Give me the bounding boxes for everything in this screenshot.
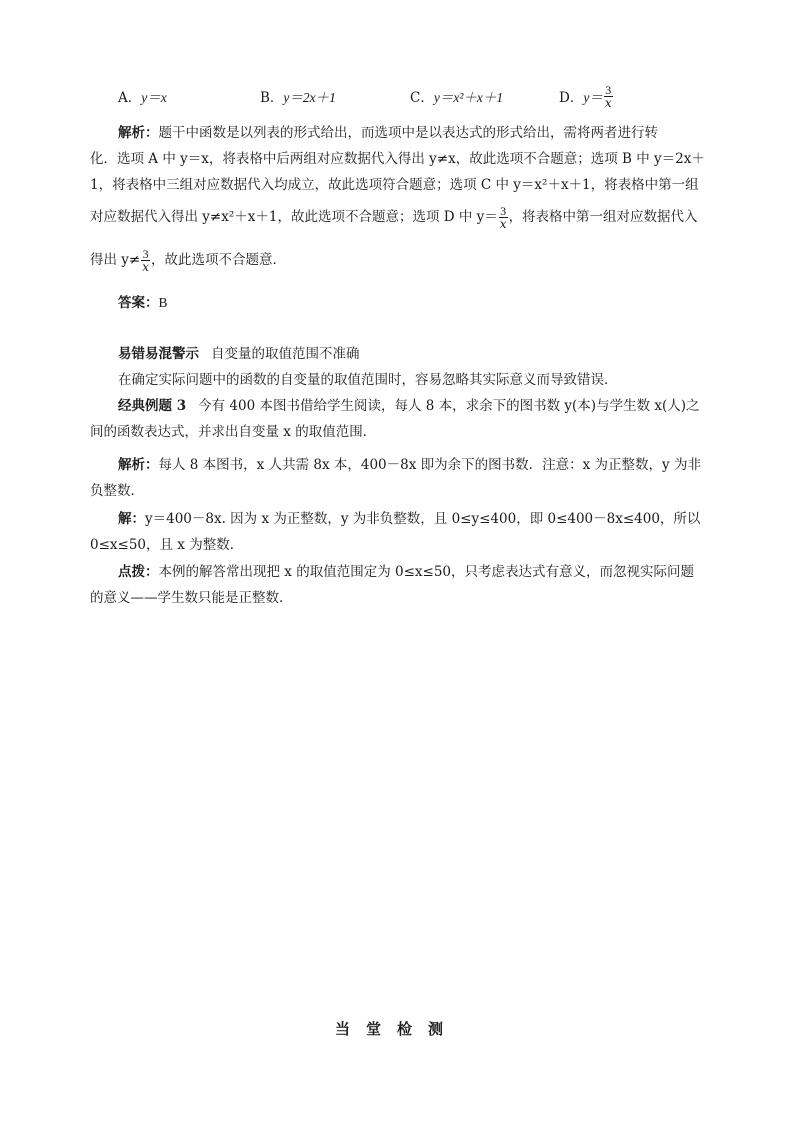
option-b-expr: y＝2x＋1: [283, 90, 336, 105]
analysis2-text1: 每人 8 本图书，x 人共需 8x 本，400－8x 即为余下的图书数．注意：x 为正整数，y 为非: [158, 457, 701, 473]
analysis1-line4-denominator: x: [499, 217, 507, 231]
analysis1-line5-fraction: [141, 248, 150, 273]
example3-text1: 今有 400 本图书借给学生阅读，每人 8 本，求余下的图书数 y(本)与学生数 x(人)之: [198, 398, 700, 414]
solution-line2: 0≤x≤50，且 x 为整数．: [90, 537, 244, 553]
example3-label: 经典例题 3: [118, 398, 187, 414]
analysis1-line4-end: ，将表格中第一组对应数据代入: [508, 209, 698, 225]
option-a-expr: y＝x: [141, 90, 167, 105]
option-b: [260, 78, 336, 114]
analysis2-line2: 负整数．: [90, 483, 144, 499]
warning-text: 在确定实际问题中的函数的自变量的取值范围时，容易忽略其实际意义而导致错误．: [118, 372, 618, 388]
analysis1-line5-numerator: 3: [142, 247, 149, 261]
section-title: 当堂检测: [334, 1020, 459, 1038]
analysis1-line5-denominator: x: [142, 260, 150, 274]
option-c-expr: y＝x²＋x＋1: [433, 90, 504, 105]
answer-options: [118, 78, 718, 114]
tip-line1: [118, 560, 694, 580]
tip-line2: 的意义——学生数只能是正整数．: [90, 590, 293, 606]
option-a: [118, 78, 167, 114]
option-d: [559, 78, 614, 114]
option-d-numerator: 3: [605, 82, 612, 97]
analysis1-line5: [90, 248, 286, 273]
analysis1-text1: 题干中函数是以列表的形式给出，而选项中是以表达式的形式给出，需将两者进行转: [158, 125, 658, 141]
tip-text1: 本例的解答常出现把 x 的取值范围定为 0≤x≤50，只考虑表达式有意义，而忽视实际问题: [158, 564, 694, 580]
option-c-label: C．: [410, 90, 434, 106]
analysis2-label: 解析：: [118, 457, 159, 473]
solution-text1: y＝400－8x. 因为 x 为正整数，y 为非负整数，且 0≤y≤400，即 0≤400－8x≤400，所以: [145, 511, 701, 527]
warning-title: 自变量的取值范围不准确: [211, 346, 360, 362]
analysis1-line2: 化．选项 A 中 y＝x，将表格中后两组对应数据代入得出 y≠x，故此选项不合题意；选项 B 中 y＝2x＋: [90, 151, 705, 167]
analysis1-line5-end: ，故此选项不合题意．: [151, 252, 287, 268]
warning-heading: [118, 342, 360, 362]
analysis1-line4-numerator: 3: [500, 204, 507, 218]
analysis1-line1: [118, 121, 658, 141]
answer-label: 答案：: [118, 295, 159, 311]
analysis1-label: 解析：: [118, 125, 159, 141]
warning-label: 易错易混警示: [118, 346, 199, 362]
example3-line2: 间的函数表达式，并求出自变量 x 的取值范围．: [90, 424, 377, 440]
analysis1-line4-fraction: [499, 205, 508, 230]
solution-label: 解：: [118, 511, 145, 527]
analysis1-line4-start: 对应数据代入得出 y≠x²＋x＋1，故此选项不合题意；选项 D 中 y＝: [90, 209, 498, 225]
option-b-label: B．: [260, 90, 284, 106]
answer-line: [118, 291, 168, 311]
analysis1-line4: [90, 205, 698, 230]
example3-line1: [118, 394, 700, 414]
tip-label: 点拨：: [118, 564, 159, 580]
option-d-denominator: x: [604, 95, 612, 110]
answer-value: B: [158, 295, 168, 310]
option-c: [410, 78, 503, 114]
analysis2-line1: [118, 453, 701, 473]
solution-line1: [118, 507, 700, 527]
option-a-label: A．: [118, 90, 142, 106]
option-d-label: D．: [559, 90, 584, 106]
analysis1-line3: 1，将表格中三组对应数据代入均成立，故此选项符合题意；选项 C 中 y＝x²＋x＋1，将表格中第一组: [90, 177, 699, 193]
option-d-expr: y＝: [583, 90, 603, 105]
option-d-fraction: [604, 84, 613, 109]
analysis1-line5-start: 得出 y≠: [90, 252, 141, 268]
